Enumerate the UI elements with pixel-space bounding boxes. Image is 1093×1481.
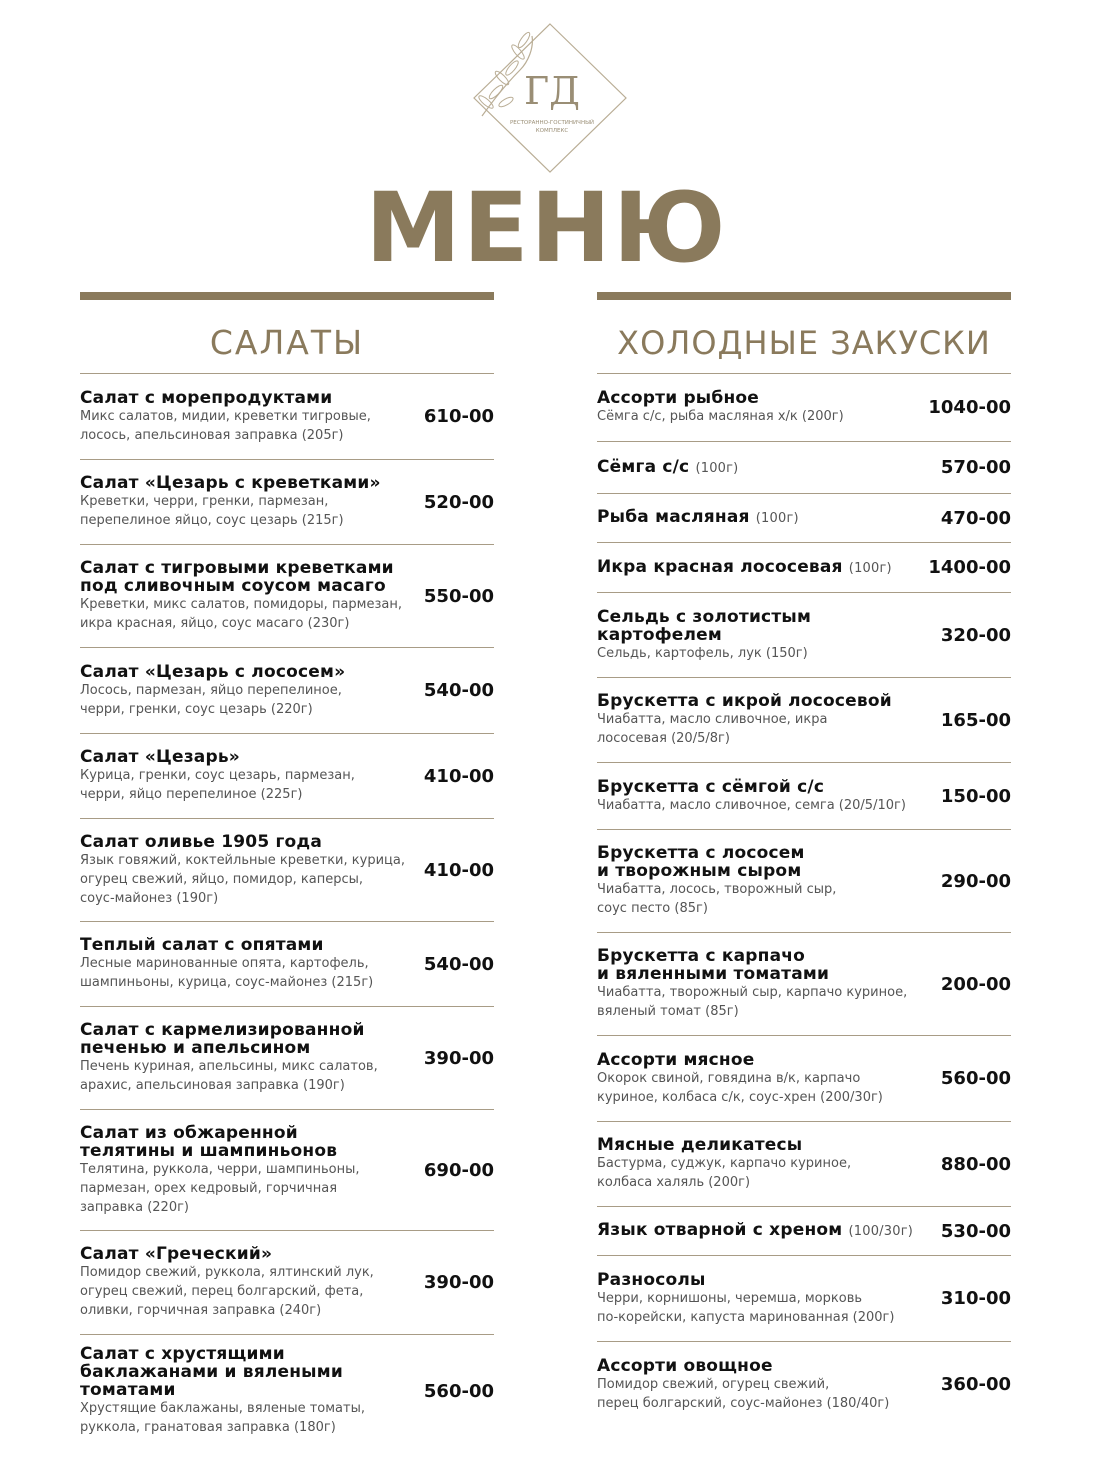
menu-item-description: руккола, гранатовая заправка (180г): [80, 1420, 336, 1435]
page-title: МЕНЮ: [365, 172, 728, 284]
menu-item-price: 165-00: [940, 709, 1011, 731]
menu-item-name-text: Сельдь с золотистым: [597, 606, 812, 627]
menu-item-description: Чиабатта, масло сливочное, семга (20/5/10г): [597, 797, 906, 813]
menu-item: [597, 763, 1011, 830]
menu-item-name: [80, 936, 416, 954]
salads-section: [80, 292, 494, 1447]
menu-item-info: [80, 936, 416, 992]
menu-item-description: Чиабатта, лосось, творожный сыр,: [597, 882, 837, 897]
menu-item-info: [597, 1221, 933, 1241]
menu-item-name-text: Теплый салат с опятами: [80, 935, 324, 955]
menu-item-info: [597, 608, 933, 663]
menu-item-name-text: Брускетта с карпачо: [597, 946, 805, 966]
menu-item-name-text: Салат из обжаренной: [80, 1122, 298, 1143]
menu-item-description: куриное, колбаса с/к, соус-хрен (200/30г): [597, 1089, 883, 1105]
menu-item-description: Окорок свиной, говядина в/к, карпачо: [597, 1070, 861, 1086]
menu-item-price: 1400-00: [928, 557, 1011, 578]
menu-item-name-text: Брускетта с сёмгой с/с: [597, 776, 825, 797]
menu-item-info: [597, 508, 933, 528]
menu-item-name: [597, 389, 920, 407]
menu-item-info: [80, 559, 416, 633]
menu-item-name: [80, 474, 416, 492]
menu-item-name: [80, 1245, 416, 1263]
section-title-cold: ХОЛОДНЫЕ ЗАКУСКИ: [597, 300, 1011, 374]
menu-item-info: [80, 1345, 416, 1437]
menu-item-name: [597, 1136, 933, 1154]
menu-item: [80, 1231, 494, 1335]
menu-item: [80, 374, 494, 460]
menu-item-name-text: Язык отварной с хреном: [597, 1220, 843, 1240]
logo-emblem: [462, 18, 630, 176]
menu-item-name-text: Брускетта с лососем: [597, 843, 805, 863]
menu-item-name-text: Салат оливье 1905 года: [80, 831, 323, 852]
menu-item: [597, 933, 1011, 1036]
menu-item-name: [597, 778, 933, 796]
menu-item-name: [80, 1039, 416, 1057]
menu-item-price: 880-00: [940, 1153, 1011, 1175]
cold-section: [597, 292, 1011, 1427]
menu-item-name: [80, 1142, 416, 1160]
menu-item-description: Креветки, черри, гренки, пармезан,: [80, 494, 329, 509]
section-top-bar: [597, 292, 1011, 300]
menu-item-price: 1040-00: [928, 397, 1011, 418]
menu-item-name-text: и творожным сыром: [597, 861, 802, 881]
menu-item: [597, 1342, 1011, 1427]
menu-item-name: [597, 508, 933, 528]
menu-item: [80, 1335, 494, 1447]
menu-item: [597, 1207, 1011, 1256]
menu-item-description: пармезан, орех кедровый, горчичная: [80, 1180, 338, 1196]
menu-item: [80, 922, 494, 1007]
menu-item-name-text: телятины и шампиньонов: [80, 1140, 338, 1161]
menu-item-price: 570-00: [940, 457, 1011, 478]
menu-item-name: [597, 1051, 933, 1069]
menu-item-description: Лесные маринованные опята, картофель,: [80, 956, 369, 971]
menu-item-description: по-корейски, капуста маринованная (200г): [597, 1309, 895, 1325]
menu-item: [597, 1036, 1011, 1122]
menu-item-name: [80, 577, 416, 595]
menu-item-name: [597, 608, 933, 626]
menu-item-name: [80, 1381, 416, 1399]
menu-item-price: 540-00: [423, 680, 494, 701]
menu-item-description: шампиньоны, курица, соус-майонез (215г): [80, 975, 374, 990]
menu-item: [80, 1110, 494, 1231]
menu-item-price: 200-00: [940, 973, 1011, 995]
menu-item-description: Черри, корнишоны, черемша, морковь: [597, 1290, 863, 1306]
menu-item-name-text: Брускетта с икрой лососевой: [597, 691, 892, 711]
menu-item-description: оливки, горчичная заправка (240г): [80, 1303, 322, 1318]
menu-item: [597, 1256, 1011, 1342]
menu-item: [80, 648, 494, 734]
menu-item-name-text: под сливочным соусом масаго: [80, 576, 386, 596]
menu-item-description: Чиабатта, масло сливочное, икра: [597, 712, 828, 727]
menu-item-name-text: Салат с кармелизированной: [80, 1020, 365, 1040]
menu-item-name: [80, 1363, 416, 1381]
menu-item-name: [597, 862, 933, 880]
menu-item-name: [80, 389, 416, 407]
logo-subtitle-1: РЕСТОРАННО-ГОСТИНИЧНЫЙ: [509, 120, 595, 126]
menu-item-description: Сельдь, картофель, лук (150г): [597, 645, 808, 661]
menu-item-name-text: печенью и апельсином: [80, 1038, 311, 1058]
menu-item-name-text: Икра красная лососевая: [597, 556, 843, 577]
logo-monogram: ГД: [523, 69, 581, 113]
menu-item-price: 470-00: [940, 507, 1011, 529]
menu-item-info: [597, 1051, 933, 1107]
menu-item-name: [597, 965, 933, 983]
menu-item-info: [80, 833, 416, 908]
menu-item-price: 360-00: [940, 1374, 1011, 1395]
menu-item-description: Сёмга с/с, рыба масляная х/к (200г): [597, 409, 844, 424]
menu-item-name-text: Сёмга с/с: [597, 456, 690, 477]
menu-item-name: [597, 1271, 933, 1289]
menu-item-name-text: Салат с тигровыми креветками: [80, 558, 394, 578]
menu-item-name-text: Ассорти рыбное: [597, 388, 760, 408]
menu-item-info: [597, 389, 920, 426]
menu-item-description: Бастурма, суджук, карпачо куриное,: [597, 1156, 852, 1171]
menu-item-name-text: Салат с морепродуктами: [80, 387, 333, 408]
menu-item-name: [597, 458, 933, 478]
menu-item: [597, 678, 1011, 763]
menu-item-name-text: Салат «Цезарь»: [80, 747, 240, 767]
menu-item-weight: (100г): [848, 560, 892, 576]
menu-item-price: 610-00: [423, 406, 494, 427]
menu-item: [80, 819, 494, 922]
menu-item-info: [597, 1357, 933, 1413]
menu-item-weight: (100г): [695, 460, 739, 476]
menu-item-name-text: Салат «Цезарь с креветками»: [80, 473, 381, 493]
menu-item-name-text: Салат с хрустящими: [80, 1344, 285, 1364]
menu-item-name: [597, 947, 933, 965]
logo: [462, 18, 630, 176]
menu-item-description: Лосось, пармезан, яйцо перепелиное,: [80, 682, 342, 698]
menu-item-info: [597, 692, 933, 748]
menu-item-info: [80, 474, 416, 530]
menu-item-info: [597, 947, 933, 1021]
salads-list: [80, 374, 494, 1447]
menu-item-name-text: Разносолы: [597, 1269, 706, 1290]
menu-item-description: Телятина, руккола, черри, шампиньоны,: [80, 1161, 360, 1177]
menu-item-price: 560-00: [423, 1380, 494, 1402]
menu-item-description: лососевая (20/5/8г): [597, 731, 730, 746]
menu-item-name: [80, 833, 416, 851]
menu-item-name-text: Рыба масляная: [597, 507, 750, 527]
menu-item: [597, 442, 1011, 494]
menu-item-info: [80, 748, 416, 804]
menu-item-weight: (100/30г): [848, 1224, 914, 1239]
menu-item: [80, 460, 494, 545]
menu-item-price: 390-00: [423, 1272, 494, 1293]
menu-item: [80, 1007, 494, 1110]
menu-item-info: [597, 844, 933, 918]
menu-item-description: огурец свежий, перец болгарский, фета,: [80, 1284, 364, 1299]
menu-item-description: Курица, гренки, соус цезарь, пармезан,: [80, 768, 355, 783]
menu-item-description: черри, яйцо перепелиное (225г): [80, 787, 303, 802]
menu-item-name: [597, 1357, 933, 1375]
menu-item-name-text: томатами: [80, 1380, 176, 1400]
menu-item-name-text: баклажанами и вялеными: [80, 1362, 343, 1382]
menu-item-price: 530-00: [940, 1220, 1011, 1242]
menu-item-weight: (100г): [755, 511, 799, 526]
menu-item-description: огурец свежий, яйцо, помидор, каперсы,: [80, 871, 364, 887]
menu-item-name-text: Салат «Греческий»: [80, 1244, 273, 1264]
menu-item-description: лосось, апельсиновая заправка (205г): [80, 427, 344, 443]
menu-item: [597, 374, 1011, 442]
menu-item-name: [597, 558, 920, 578]
menu-item-info: [597, 1136, 933, 1192]
menu-item-name-text: картофелем: [597, 624, 722, 645]
section-title-salads: САЛАТЫ: [80, 300, 494, 374]
menu-item-price: 320-00: [940, 624, 1011, 646]
menu-item-name: [80, 1021, 416, 1039]
menu-item-name-text: Салат «Цезарь с лососем»: [80, 661, 346, 682]
logo-subtitle-2: КОМПЛЕКС: [535, 128, 569, 134]
menu-item-price: 150-00: [940, 785, 1011, 807]
menu-item-description: черри, гренки, соус цезарь (220г): [80, 701, 313, 717]
menu-item-name: [80, 1124, 416, 1142]
menu-item-info: [80, 1021, 416, 1095]
menu-item-name: [597, 626, 933, 644]
menu-item-description: колбаса халяль (200г): [597, 1175, 751, 1190]
menu-item-price: 390-00: [423, 1047, 494, 1069]
menu-item-description: Микс салатов, мидии, креветки тигровые,: [80, 408, 371, 424]
menu-item-info: [80, 663, 416, 719]
menu-item-description: Помидор свежий, руккола, ялтинский лук,: [80, 1265, 374, 1280]
menu-item-name: [597, 1221, 933, 1241]
menu-item-description: Язык говяжий, коктейльные креветки, курица,: [80, 852, 405, 868]
menu-item-description: перец болгарский, соус-майонез (180/40г): [597, 1395, 890, 1411]
menu-item-description: икра красная, яйцо, соус масаго (230г): [80, 616, 350, 631]
menu-item-name-text: Мясные деликатесы: [597, 1135, 803, 1155]
menu-item: [80, 734, 494, 819]
menu-item-info: [80, 1124, 416, 1217]
menu-item-description: вяленый томат (85г): [597, 1004, 739, 1019]
menu-item-price: 520-00: [423, 491, 494, 513]
menu-item-info: [597, 558, 920, 578]
menu-item-info: [597, 778, 933, 815]
menu-item-description: перепелиное яйцо, соус цезарь (215г): [80, 513, 344, 528]
menu-item-name-text: Ассорти мясное: [597, 1049, 755, 1070]
menu-item-description: арахис, апельсиновая заправка (190г): [80, 1078, 345, 1093]
menu-item-description: Печень куриная, апельсины, микс салатов,: [80, 1059, 378, 1074]
menu-item: [597, 593, 1011, 678]
menu-item-name: [597, 692, 933, 710]
cold-list: [597, 374, 1011, 1427]
menu-item-name-text: и вяленными томатами: [597, 964, 830, 984]
menu-item-description: Чиабатта, творожный сыр, карпачо куриное,: [597, 985, 908, 1000]
menu-item-description: заправка (220г): [80, 1199, 189, 1215]
menu-item-description: соус-майонез (190г): [80, 890, 219, 906]
menu-item-info: [597, 1271, 933, 1327]
menu-item-name-text: Ассорти овощное: [597, 1355, 773, 1376]
menu-item-description: Креветки, микс салатов, помидоры, пармезан,: [80, 597, 402, 612]
menu-item: [597, 494, 1011, 543]
section-top-bar: [80, 292, 494, 300]
menu-item-info: [80, 389, 416, 445]
menu-item-price: 410-00: [423, 859, 494, 881]
menu-item-price: 310-00: [940, 1288, 1011, 1309]
menu-item-price: 540-00: [423, 953, 494, 975]
menu-item-description: Хрустящие баклажаны, вяленые томаты,: [80, 1401, 365, 1416]
menu-item-info: [597, 458, 933, 478]
menu-item: [80, 545, 494, 648]
menu-item-price: 550-00: [423, 585, 494, 607]
menu-item-description: Помидор свежий, огурец свежий,: [597, 1376, 830, 1392]
menu-item-name: [80, 663, 416, 681]
menu-item-name: [80, 1345, 416, 1363]
menu-item-price: 690-00: [423, 1159, 494, 1181]
menu-item-description: соус песто (85г): [597, 901, 708, 916]
menu-item-price: 560-00: [940, 1068, 1011, 1089]
menu-item: [597, 1122, 1011, 1207]
menu-item-name: [80, 559, 416, 577]
menu-item-name: [80, 748, 416, 766]
menu-item: [597, 830, 1011, 933]
menu-item-price: 290-00: [940, 870, 1011, 892]
menu-item-name: [597, 844, 933, 862]
menu-item-info: [80, 1245, 416, 1320]
menu-item: [597, 543, 1011, 593]
menu-item-price: 410-00: [423, 765, 494, 787]
